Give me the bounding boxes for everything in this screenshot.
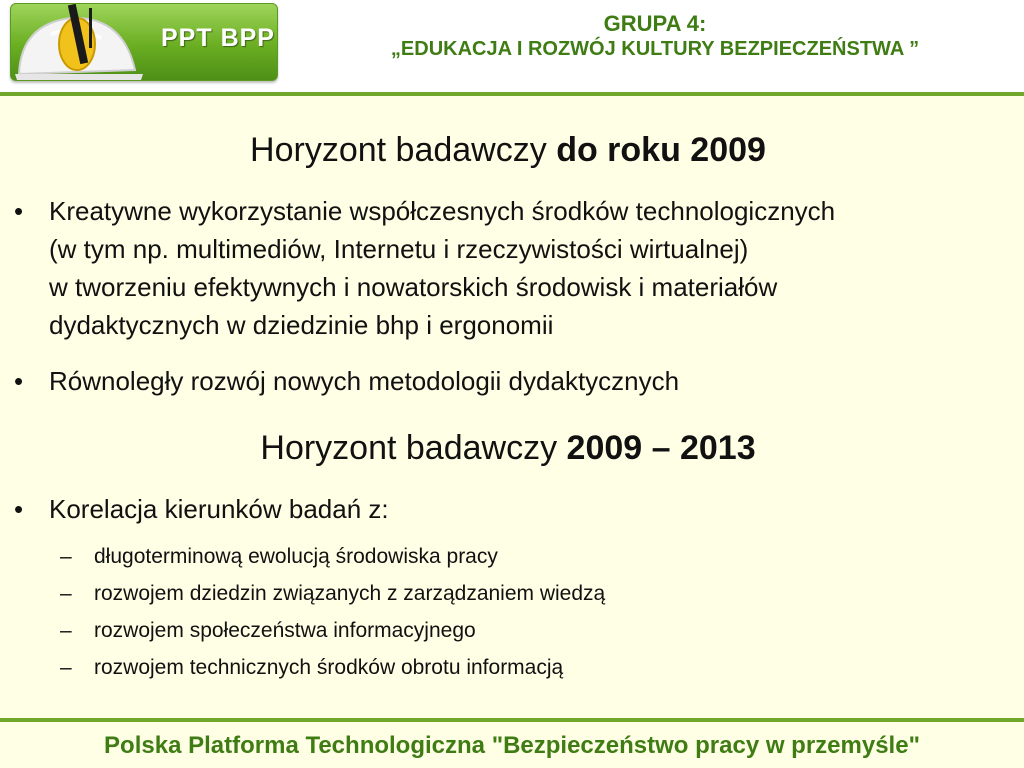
section-heading-1 — [0, 130, 1020, 170]
bullet-line: Kreatywne wykorzystanie współczesnych środków technologicznych — [49, 196, 836, 226]
heading-bold: do roku 2009 — [556, 131, 766, 169]
sub-item-text: rozwojem społeczeństwa informacyjnego — [94, 619, 476, 642]
sub-item-text: rozwojem technicznych środków obrotu informacją — [94, 656, 564, 679]
group-title-line: GRUPA 4: — [603, 11, 707, 36]
bullet-line: Równoległy rozwój nowych metodologii dydaktycznych — [49, 366, 680, 396]
header-divider — [0, 92, 1024, 96]
bullet-line: (w tym np. multimediów, Internetu i rzeczywistości wirtualnej) — [49, 234, 749, 264]
bullet-line: w tworzeniu efektywnych i nowatorskich środowisk i materiałów — [49, 272, 778, 302]
dash-marker: – — [60, 619, 72, 642]
bullet-marker: • — [14, 494, 24, 524]
section-heading-2 — [0, 428, 1020, 468]
bullet-text — [49, 362, 1009, 400]
dash-marker: – — [60, 582, 72, 605]
bullet-text: Korelacja kierunków badań z: — [49, 494, 389, 524]
heading-bold: 2009 – 2013 — [566, 429, 756, 467]
heading-prefix: Horyzont badawczy — [260, 429, 567, 467]
bullet-text — [49, 192, 1009, 344]
footer-divider — [0, 718, 1024, 722]
sub-item-text: długoterminową ewolucją środowiska pracy — [94, 545, 498, 568]
group-subtitle-line: „EDUKACJA I ROZWÓJ KULTURY BEZPIECZEŃSTWA ” — [390, 38, 920, 60]
heading-prefix: Horyzont badawczy — [250, 131, 557, 169]
dash-marker: – — [60, 545, 72, 568]
bullet-marker: • — [14, 366, 24, 396]
dash-marker: – — [60, 656, 72, 679]
bullet-line: dydaktycznych w dziedzinie bhp i ergonomii — [49, 310, 554, 340]
header — [0, 0, 1024, 92]
logo-text: PPT BPP — [161, 24, 275, 52]
footer-text: Polska Platforma Technologiczna "Bezpieczeństwo pracy w przemyśle" — [104, 732, 920, 759]
group-title — [296, 10, 1014, 62]
logo — [10, 3, 278, 81]
sub-item-text: rozwojem dziedzin związanych z zarządzaniem wiedzą — [94, 582, 606, 605]
bullet-marker: • — [14, 196, 24, 226]
